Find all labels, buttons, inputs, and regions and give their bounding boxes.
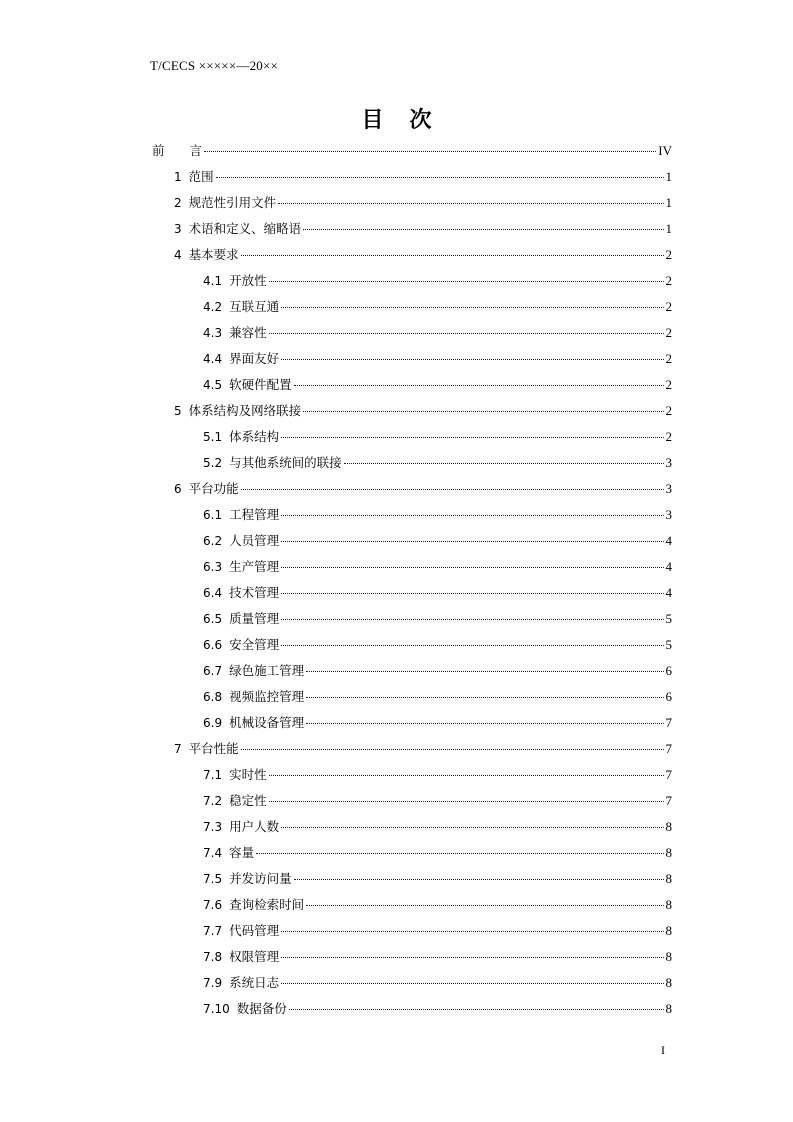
toc-entry-title: 体系结构 [229,429,280,444]
toc-entry-title: 体系结构及网络联接 [188,403,302,418]
dot-leader [281,567,663,568]
toc-entry-title: 软硬件配置 [229,377,292,392]
dot-leader [306,723,663,724]
dot-leader [281,437,663,438]
toc-entry[interactable] [203,505,672,525]
toc-entry-page: 6 [665,663,672,678]
toc-entry[interactable] [174,739,672,759]
document-code-header: T/CECS ×××××—20×× [150,58,279,73]
dot-leader [281,541,663,542]
toc-entry-page: 7 [665,741,672,756]
dot-leader [306,905,663,906]
toc-entry-title: 数据备份 [236,1001,287,1016]
toc-entry[interactable] [174,167,672,187]
toc-entry-number: 7.9 [203,976,223,990]
toc-entry-title: 技术管理 [229,585,280,600]
toc-entry-number: 7.4 [203,846,223,860]
toc-entry-page: 8 [665,1001,672,1016]
toc-entry-number: 7.3 [203,820,223,834]
dot-leader [241,749,664,750]
toc-entry[interactable] [203,921,672,941]
toc-entry-page: 7 [665,767,672,782]
toc-entry[interactable] [203,687,672,707]
toc-entry-page: 2 [665,299,672,314]
toc-entry-title: 生产管理 [229,559,280,574]
toc-entry[interactable] [203,349,672,369]
toc-entry-page: 2 [665,377,672,392]
dot-leader [281,593,663,594]
toc-entry-title: 容量 [229,845,255,860]
toc-entry-title: 视频监控管理 [229,689,305,704]
toc-entry-title: 平台功能 [188,481,239,496]
toc-entry-page: 8 [665,897,672,912]
toc-entry[interactable] [203,661,672,681]
dot-leader [269,281,664,282]
toc-entry[interactable] [203,453,672,473]
dot-leader [294,879,664,880]
toc-entry-title: 权限管理 [229,949,280,964]
toc-entry-number: 4.3 [203,326,223,340]
toc-entry[interactable] [203,817,672,837]
page-title: 目次 [361,108,458,133]
toc-entry-page: 3 [665,455,672,470]
toc-entry-number: 2 [174,196,182,210]
toc-entry[interactable] [203,843,672,863]
toc-entry-page: 2 [665,429,672,444]
dot-leader [204,151,656,152]
toc-entry-title: 基本要求 [188,247,239,262]
toc-entry-title: 查询检索时间 [229,897,305,912]
toc-entry-number: 7 [174,742,182,756]
dot-leader [281,827,663,828]
toc-entry-title: 兼容性 [229,325,267,340]
toc-entry-page: 2 [665,351,672,366]
dot-leader [269,775,664,776]
toc-entry-number: 6.4 [203,586,223,600]
toc-entry[interactable] [203,713,672,733]
toc-entry-number: 6.6 [203,638,223,652]
toc-entry-number: 4 [174,248,182,262]
toc-entry-title: 并发访问量 [229,871,292,886]
toc-entry-page: 6 [665,689,672,704]
dot-leader [269,333,664,334]
dot-leader [278,203,663,204]
toc-entry-number: 5.2 [203,456,223,470]
toc-entry-number: 7.7 [203,924,223,938]
toc-entry-page: 3 [665,507,672,522]
toc-entry-title: 前 言 [152,143,203,158]
dot-leader [281,619,663,620]
toc-entry-page: 8 [665,949,672,964]
toc-entry-page: 1 [665,169,672,184]
toc-entry-title: 系统日志 [229,975,280,990]
toc-entry-page: 1 [665,221,672,236]
toc-entry-number: 5 [174,404,182,418]
toc-entry[interactable] [174,401,672,421]
toc-entry-number: 3 [174,222,182,236]
toc-entry-number: 6.9 [203,716,223,730]
toc-entry-page: IV [658,143,672,158]
toc-entry[interactable] [174,245,672,265]
toc-entry-number: 6.7 [203,664,223,678]
dot-leader [269,801,664,802]
dot-leader [306,671,663,672]
toc-entry-title: 人员管理 [229,533,280,548]
dot-leader [294,385,664,386]
toc-entry-title: 范围 [188,169,214,184]
toc-entry-page: 4 [665,585,672,600]
toc-entry-title: 规范性引用文件 [188,195,277,210]
toc-entry[interactable] [203,973,672,993]
toc-entry-page: 8 [665,975,672,990]
toc-entry[interactable] [174,193,672,213]
page-number: I [661,1043,665,1057]
toc-entry-number: 7.6 [203,898,223,912]
toc-entry-title: 开放性 [229,273,267,288]
dot-leader [344,463,664,464]
toc-entry-page: 7 [665,715,672,730]
dot-leader [281,931,663,932]
dot-leader [281,307,663,308]
toc-entry-title: 机械设备管理 [229,715,305,730]
toc-entry[interactable] [203,297,672,317]
toc-entry-page: 4 [665,559,672,574]
toc-entry-page: 8 [665,871,672,886]
toc-entry[interactable] [203,323,672,343]
toc-entry-number: 1 [174,170,182,184]
toc-entry[interactable] [203,895,672,915]
toc-entry-number: 6.1 [203,508,223,522]
toc-entry-title: 与其他系统间的联接 [229,455,342,470]
toc-entry-number: 7.8 [203,950,223,964]
toc-entry-number: 4.4 [203,352,223,366]
toc-entry-page: 2 [665,273,672,288]
toc-entry[interactable] [203,375,672,395]
toc-entry-number: 4.1 [203,274,223,288]
toc-entry-number: 4.2 [203,300,223,314]
toc-entry-page: 7 [665,793,672,808]
toc-entry[interactable] [203,531,672,551]
toc-entry[interactable] [203,765,672,785]
toc-entry-page: 3 [665,481,672,496]
toc-entry[interactable] [203,609,672,629]
dot-leader [281,957,663,958]
toc-entry-title: 术语和定义、缩略语 [188,221,302,236]
toc-entry-number: 5.1 [203,430,223,444]
toc-entry-title: 实时性 [229,767,267,782]
dot-leader [281,515,663,516]
toc-entry-number: 6.3 [203,560,223,574]
dot-leader [303,411,663,412]
toc-entry-title: 质量管理 [229,611,280,626]
toc-entry[interactable] [203,583,672,603]
toc-entry-number: 7.1 [203,768,223,782]
toc-entry[interactable] [203,869,672,889]
dot-leader [289,1009,664,1010]
toc-entry-title: 互联互通 [229,299,280,314]
toc-entry-page: 1 [665,195,672,210]
toc-entry-page: 5 [665,611,672,626]
toc-entry-number: 7.10 [203,1002,230,1016]
toc-entry-title: 绿色施工管理 [229,663,305,678]
toc-entry-page: 2 [665,325,672,340]
dot-leader [281,359,663,360]
toc-entry[interactable] [203,791,672,811]
toc-entry-number: 6.8 [203,690,223,704]
toc-entry-number: 6.2 [203,534,223,548]
toc-entry-page: 8 [665,923,672,938]
toc-entry[interactable] [203,271,672,291]
toc-entry-page: 2 [665,403,672,418]
toc-entry-page: 4 [665,533,672,548]
dot-leader [281,983,663,984]
toc-entry-number: 6.5 [203,612,223,626]
toc-entry-page: 8 [665,845,672,860]
toc-entry[interactable] [152,141,672,161]
toc-entry-title: 安全管理 [229,637,280,652]
toc-entry[interactable] [203,999,672,1019]
toc-entry[interactable] [203,427,672,447]
toc-entry-number: 6 [174,482,182,496]
toc-entry-title: 用户人数 [229,819,280,834]
toc-entry[interactable] [203,557,672,577]
toc-entry-number: 7.2 [203,794,223,808]
dot-leader [256,853,663,854]
dot-leader [306,697,663,698]
toc-entry-page: 5 [665,637,672,652]
dot-leader [281,645,663,646]
toc-entry-page: 2 [665,247,672,262]
toc-entry-title: 代码管理 [229,923,280,938]
toc-entry[interactable] [203,635,672,655]
toc-entry[interactable] [203,947,672,967]
toc-entry-title: 界面友好 [229,351,280,366]
toc-entry-page: 8 [665,819,672,834]
toc-entry[interactable] [174,479,672,499]
dot-leader [216,177,664,178]
dot-leader [241,255,664,256]
toc-entry-number: 7.5 [203,872,223,886]
dot-leader [303,229,663,230]
toc-entry[interactable] [174,219,672,239]
toc-entry-title: 平台性能 [188,741,239,756]
toc-entry-number: 4.5 [203,378,223,392]
toc-entry-title: 工程管理 [229,507,280,522]
toc-entry-title: 稳定性 [229,793,267,808]
dot-leader [241,489,664,490]
